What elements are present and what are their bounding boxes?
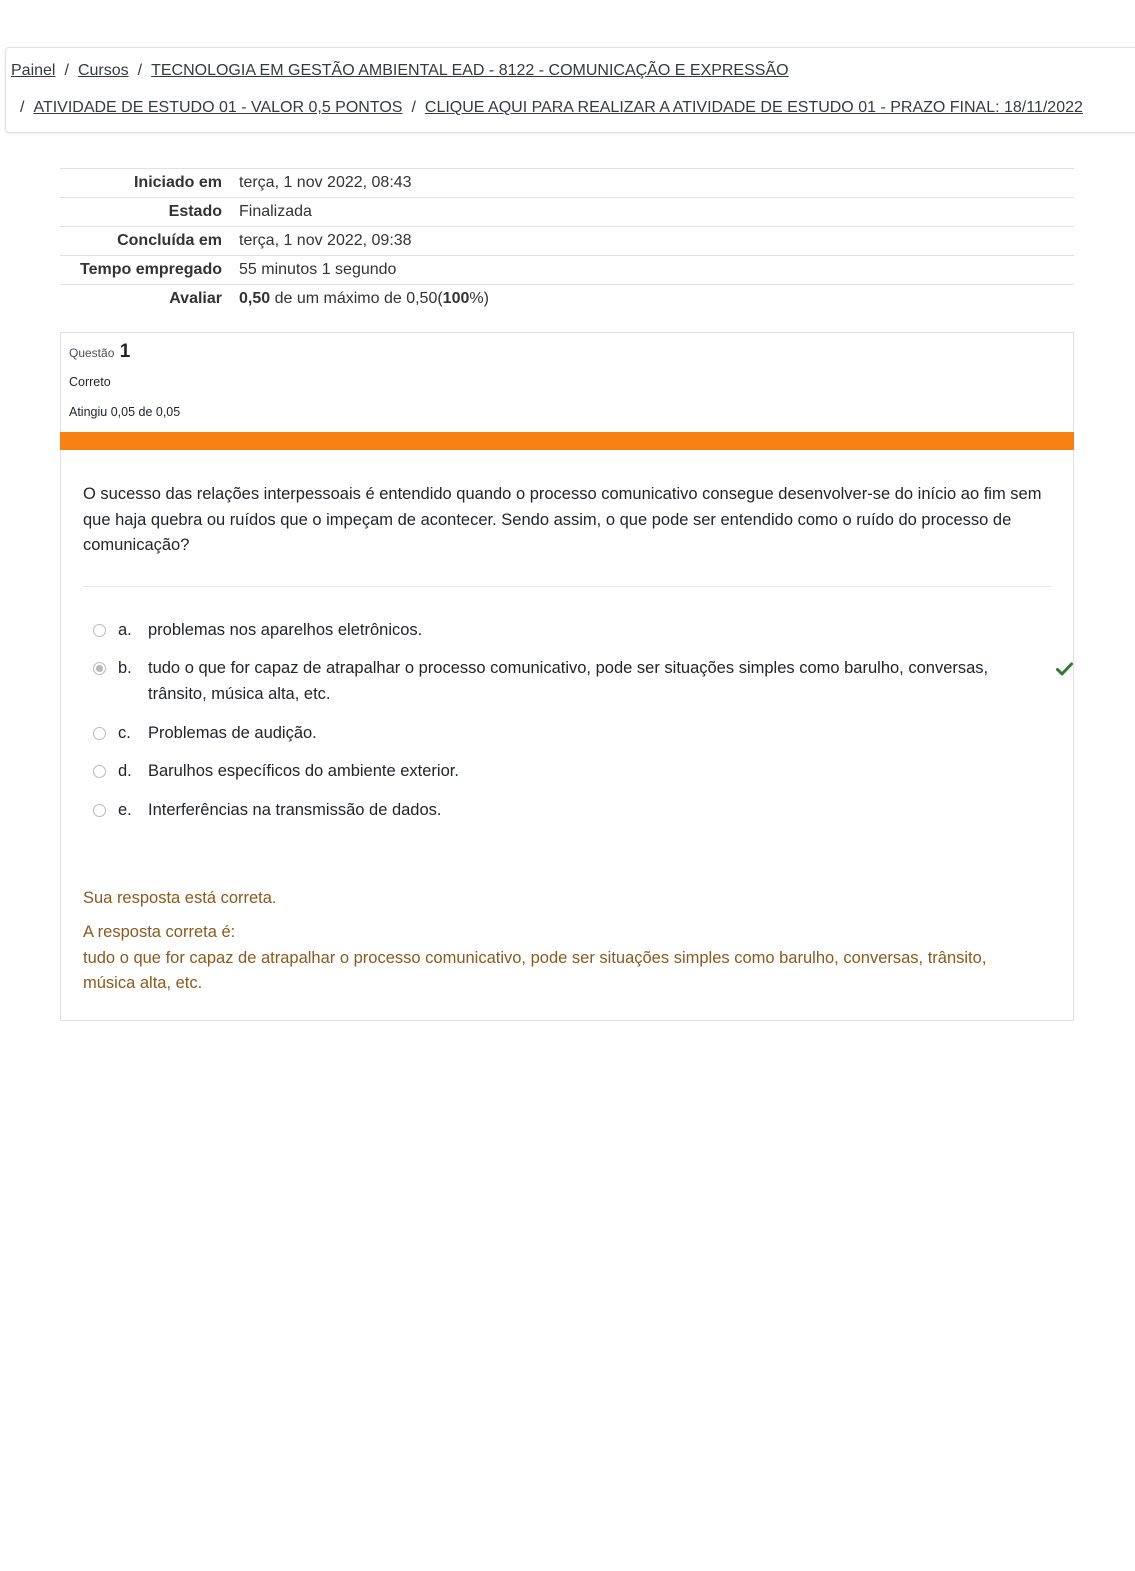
option-letter: a. <box>118 621 132 639</box>
breadcrumb-link-activity[interactable]: ATIVIDADE DE ESTUDO 01 - VALOR 0,5 PONTOS <box>33 99 403 116</box>
breadcrumb-separator: / <box>137 62 143 79</box>
answer-option-d[interactable] <box>93 758 1053 784</box>
question-content <box>60 450 1074 1021</box>
divider <box>83 586 1051 587</box>
summary-row-grade <box>60 285 1074 313</box>
summary-label: Iniciado em <box>133 174 222 191</box>
summary-value: 55 minutos 1 segundo <box>239 261 397 278</box>
option-letter: d. <box>118 762 132 780</box>
answer-option-c[interactable] <box>93 720 1053 746</box>
breadcrumb-separator: / <box>64 62 69 79</box>
summary-row-started <box>60 169 1074 198</box>
radio-button[interactable] <box>93 624 106 637</box>
summary-value: terça, 1 nov 2022, 09:38 <box>239 232 412 249</box>
summary-label: Tempo empregado <box>80 261 222 278</box>
radio-button[interactable] <box>93 727 106 740</box>
answer-option-b[interactable] <box>93 655 1053 707</box>
grade-percent: 100 <box>442 290 470 307</box>
correct-check-icon <box>1056 657 1073 683</box>
feedback-status: Sua resposta está correta. <box>83 889 277 907</box>
option-letter: b. <box>118 659 132 677</box>
breadcrumb-link-cursos[interactable]: Cursos <box>77 62 129 79</box>
right-answer-text: tudo o que for capaz de atrapalhar o processo comunicativo, pode ser situações simples como barulho, conversas, trânsito, música alta, etc. <box>83 949 987 992</box>
answer-option-a[interactable] <box>93 617 1053 643</box>
question-number-value: 1 <box>119 341 131 362</box>
attempt-summary-table <box>60 168 1074 313</box>
breadcrumb-link-course[interactable]: TECNOLOGIA EM GESTÃO AMBIENTAL EAD - 8122 - COMUNICAÇÃO E EXPRESSÃO <box>151 62 789 79</box>
summary-row-completed <box>60 227 1074 256</box>
right-answer-label: A resposta correta é: <box>83 923 236 941</box>
question-state: Correto <box>69 375 111 389</box>
question-info-panel <box>60 332 1074 432</box>
question-text: O sucesso das relações interpessoais é entendido quando o processo comunicativo consegue desenvolver-se do início ao fim sem que haja quebra ou ruídos que o impeçam de acontecer. Sendo assim, o que pode ser entendido como o ruído do processo de comunicação? <box>83 485 1042 554</box>
option-letter: c. <box>118 724 131 742</box>
summary-grade-value <box>239 290 489 308</box>
summary-label: Avaliar <box>169 290 222 307</box>
radio-button[interactable] <box>93 804 106 817</box>
summary-value: terça, 1 nov 2022, 08:43 <box>239 174 412 191</box>
grade-end-text: %) <box>469 290 489 307</box>
summary-label: Estado <box>168 203 222 220</box>
breadcrumb-separator: / <box>411 99 416 116</box>
option-letter: e. <box>118 801 132 819</box>
option-text: Barulhos específicos do ambiente exterior. <box>148 762 459 780</box>
radio-button[interactable] <box>93 765 106 778</box>
grade-score: 0,50 <box>239 290 271 307</box>
grade-middle-text: de um máximo de 0,50( <box>270 290 443 307</box>
breadcrumb-line-1 <box>11 62 789 80</box>
question-accent-bar <box>60 432 1074 450</box>
breadcrumb <box>5 47 1135 133</box>
radio-button-selected[interactable] <box>93 662 106 675</box>
option-text: problemas nos aparelhos eletrônicos. <box>148 621 423 639</box>
option-text: Interferências na transmissão de dados. <box>148 801 442 819</box>
question-grade: Atingiu 0,05 de 0,05 <box>69 405 181 419</box>
summary-row-time <box>60 256 1074 285</box>
option-text: Problemas de audição. <box>148 724 317 742</box>
answer-option-e[interactable] <box>93 797 1053 823</box>
question-number <box>69 341 130 363</box>
option-text: tudo o que for capaz de atrapalhar o processo comunicativo, pode ser situações simples como barulho, conversas, trânsito, música alta, etc. <box>148 659 989 703</box>
summary-value: Finalizada <box>239 203 312 220</box>
breadcrumb-link-painel[interactable]: Painel <box>11 62 56 79</box>
question-label: Questão <box>69 346 115 360</box>
breadcrumb-link-quiz[interactable]: CLIQUE AQUI PARA REALIZAR A ATIVIDADE DE ESTUDO 01 - PRAZO FINAL: 18/11/2022 <box>424 99 1083 116</box>
summary-row-state <box>60 198 1074 227</box>
breadcrumb-separator: / <box>20 99 25 116</box>
breadcrumb-line-2 <box>20 99 1083 117</box>
summary-label: Concluída em <box>117 232 222 249</box>
